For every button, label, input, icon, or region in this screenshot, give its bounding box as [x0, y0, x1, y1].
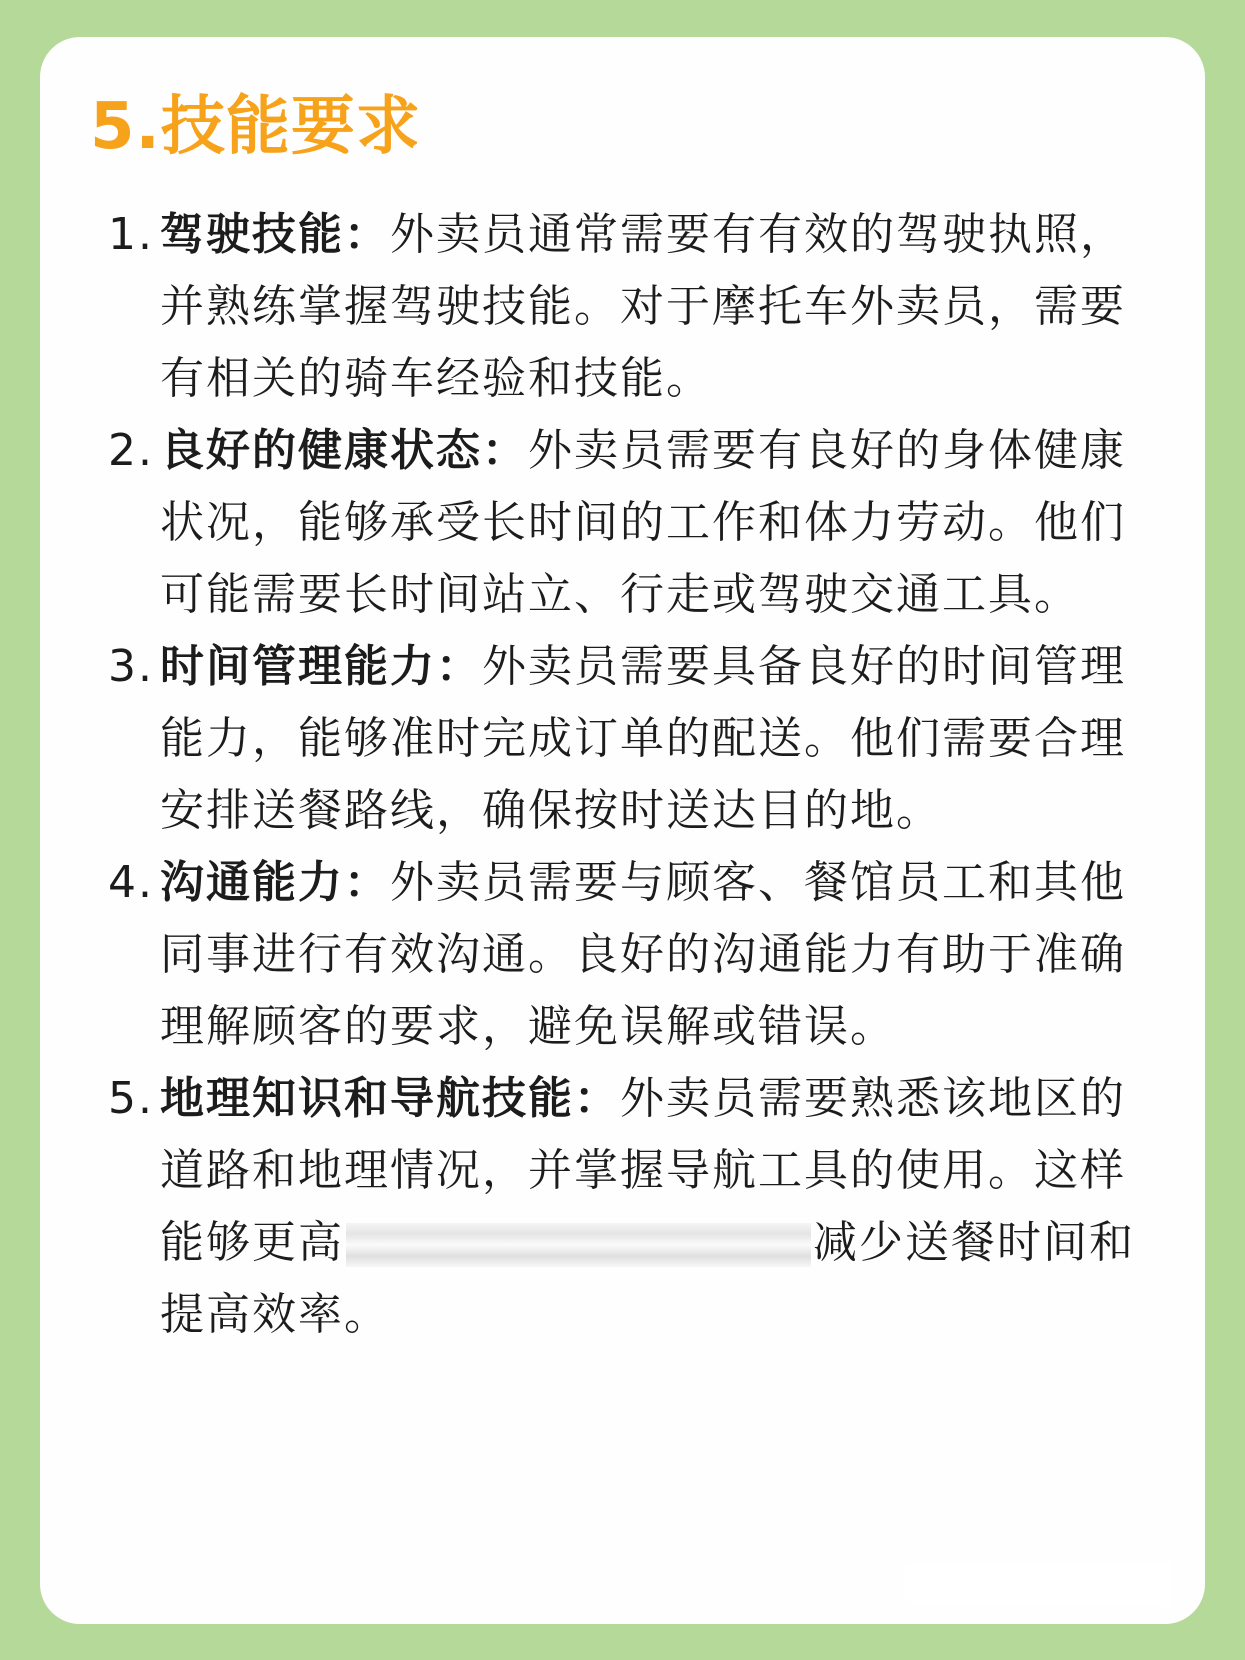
item-text: 外卖员需要与顾客、餐馆员工和其他同事进行有效沟通。良好的沟通能力有助于准确理解顾客的要求，避免误解或错误。 [160, 857, 1126, 1052]
item-number: 5. [108, 1073, 154, 1124]
redacted-text-blur [346, 1223, 811, 1267]
item-heading: 地理知识和导航技能： [160, 1073, 620, 1124]
list-item-driving [40, 199, 1205, 415]
item-heading: 良好的健康状态： [160, 425, 528, 476]
item-number: 1. [108, 209, 154, 260]
list-item-health [40, 415, 1205, 631]
list-item-navigation [40, 1063, 1205, 1351]
item-text: 外卖员需要熟悉该地区的道路和地理情况，并掌握导航工具的使用。这样能够更高 [160, 1073, 1126, 1268]
item-heading: 时间管理能力： [160, 641, 482, 692]
item-heading: 驾驶技能： [160, 209, 390, 260]
item-number: 2. [108, 425, 154, 476]
item-heading: 沟通能力： [160, 857, 390, 908]
list-item-time-management [40, 631, 1205, 847]
item-text: 外卖员需要具备良好的时间管理能力，能够准时完成订单的配送。他们需要合理安排送餐路线，确保按时送达目的地。 [160, 641, 1126, 836]
item-number: 4. [108, 857, 154, 908]
skills-list [40, 199, 1205, 1351]
item-text: 外卖员需要有良好的身体健康状况，能够承受长时间的工作和体力劳动。他们可能需要长时间站立、行走或驾驶交通工具。 [160, 425, 1126, 620]
item-text: 外卖员通常需要有有效的驾驶执照，并熟练掌握驾驶技能。对于摩托车外卖员，需要有相关的骑车经验和技能。 [160, 209, 1126, 404]
list-item-communication [40, 847, 1205, 1063]
item-text-continued: 减少送餐时间和提高效率。 [160, 1217, 1135, 1340]
page-title: 5.技能要求 [90, 90, 421, 164]
watermark-blur [783, 1562, 1173, 1606]
item-number: 3. [108, 641, 154, 692]
content-card [40, 37, 1205, 1624]
